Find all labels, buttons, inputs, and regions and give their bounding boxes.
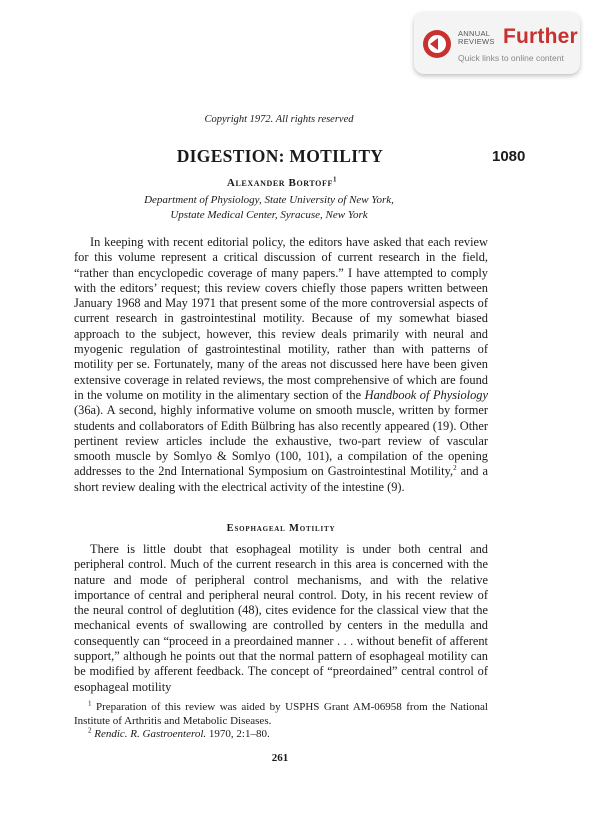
further-banner[interactable] xyxy=(414,12,580,74)
affiliation-line-2: Upstate Medical Center, Syracuse, New York xyxy=(170,209,368,221)
footnote-mark-2: 2 xyxy=(453,464,457,473)
handbook-title: Handbook of Physiology xyxy=(364,387,488,402)
footnote-2: $^2$ Rendic. R. Gastroenterol. 1970, 2:1–80. xyxy=(88,726,270,741)
section-paragraph: There is little doubt that esophageal motility is under both central and peripheral control. Much of the current research in this area is concerned with the nature and mode of peripheral control mechanisms, and with the relative importance of central and peripheral neural control. Doty, in his recent review of the neural control of deglutition (48), cites evidence for the classical view that the mechanical events of swallowing are controlled by centers in the medulla and consequently can “proceed in a preordained manner . . . without benefit of afferent support,” although he points out that the normal pattern of esophageal motility can be modified by afferent feedback. The concept of “preordained” central control of esophageal motility xyxy=(74,542,488,694)
author-footnote-mark: 1 xyxy=(332,175,338,184)
quick-links-text: Quick links to online content xyxy=(458,53,564,63)
affiliation-line-1: Department of Physiology, State University of New York, xyxy=(144,194,394,206)
page-number: 261 xyxy=(271,752,289,764)
page-code: 1080 xyxy=(492,148,526,165)
footnotes xyxy=(74,701,488,742)
author-name: Alexander Bortoff$^1$ xyxy=(226,175,338,189)
copyright-notice: Copyright 1972. All rights reserved xyxy=(204,114,354,125)
intro-paragraph: In keeping with recent editorial policy, the editors have asked that each review for this volume represent a critical discussion of current research in the field, “rather than encyclopedic coverage of many papers.” I have attempted to comply with the editors’ request; this review covers chiefly those papers written between January 1968 and May 1971 that present some of the more controversial aspects of current research in gastrointestinal motility. Because of my somewhat biased approach to the subject, however, this review deals primarily with neural and myogenic regulation of gastrointestinal motility, rather than with patterns of motility per se. Fortunately, many of the areas not discussed here have been given extensive coverage in related reviews, the most comprehensive of which are found in the volume on motility in the alimentary section of the Handbook of Physiology (36a). A second, highly informative volume on smooth muscle, written by former students and collaborators of Edith Bülbring has also recently appeared (19). Other pertinent review articles include the exhaustive, two-part review of vascular smooth muscle by Somlyo & Somlyo (100, 101), a compilation of the opening addresses to the 2nd International Symposium on Gastrointestinal Motility,$^2$ and a short review dealing with the electrical activity of the intestine (9). xyxy=(74,235,488,494)
further-label: Further xyxy=(503,25,578,48)
article-title: DIGESTION: MOTILITY xyxy=(176,146,384,166)
annual-reviews-logo-text: ANNUAL REVIEWS xyxy=(458,29,495,46)
footnote-1: $^1$ Preparation of this review was aided by USPHS Grant AM-06958 from the National Institute of Arthritis and Metabolic Diseases. xyxy=(74,699,488,727)
back-arrow-icon xyxy=(422,29,452,59)
section-heading: Esophageal Motility xyxy=(226,523,336,534)
